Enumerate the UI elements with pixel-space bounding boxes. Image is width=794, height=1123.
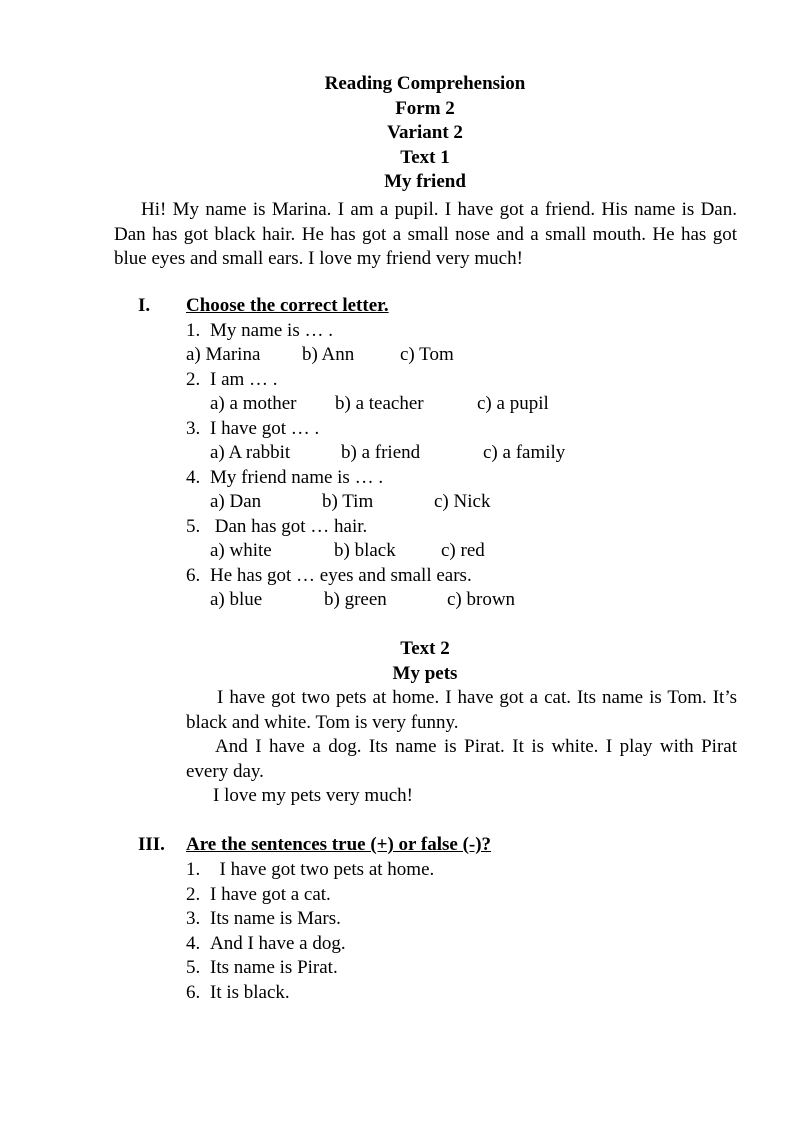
- question-3-option-c: c) a family: [483, 442, 566, 463]
- question-2-option-a: a) a mother: [210, 393, 297, 414]
- statement-number: 4.: [186, 933, 201, 954]
- question-4-option-a: a) Dan: [210, 491, 262, 512]
- question-text: My name is … .: [210, 320, 333, 341]
- question-3-option-b: b) a friend: [341, 442, 421, 463]
- text1-title: My friend: [384, 171, 466, 193]
- variant-label: Variant 2: [387, 122, 463, 144]
- question-1-option-a: a) Marina: [186, 344, 261, 365]
- question-text: Dan has got … hair.: [210, 516, 368, 537]
- section1-number: I.: [138, 295, 151, 316]
- statement-text: Its name is Mars.: [210, 908, 341, 929]
- question-2-option-b: b) a teacher: [335, 393, 424, 414]
- section1-heading: Choose the correct letter.: [186, 295, 389, 316]
- text2-title: My pets: [392, 663, 458, 684]
- section3-heading: Are the sentences true (+) or false (-)?: [186, 834, 492, 855]
- question-6-option-b: b) green: [324, 589, 387, 610]
- statement-text: I have got a cat.: [210, 884, 331, 905]
- text2-label: Text 2: [400, 638, 450, 659]
- question-number: 3.: [186, 418, 201, 439]
- question-2: [186, 368, 278, 392]
- question-3-option-a: a) A rabbit: [210, 442, 291, 463]
- question-5-option-b: b) black: [334, 540, 396, 561]
- statement-2: [186, 883, 331, 907]
- title-block: [0, 72, 794, 195]
- question-1: [186, 319, 333, 343]
- question-text: My friend name is … .: [210, 467, 384, 488]
- question-6-option-c: c) brown: [447, 589, 516, 610]
- statement-text: And I have a dog.: [210, 933, 346, 954]
- question-number: 5.: [186, 516, 201, 537]
- statement-3: [186, 907, 341, 931]
- question-1-option-b: b) Ann: [302, 344, 355, 365]
- question-4: [186, 466, 383, 490]
- question-number: 2.: [186, 369, 201, 390]
- question-number: 4.: [186, 467, 201, 488]
- statement-5: [186, 956, 338, 980]
- question-3: [186, 417, 319, 441]
- question-5: [186, 515, 367, 539]
- question-2-option-c: c) a pupil: [477, 393, 549, 414]
- form-label: Form 2: [395, 97, 455, 119]
- question-1-option-c: c) Tom: [400, 344, 454, 365]
- statement-number: 6.: [186, 982, 201, 1003]
- statement-text: It is black.: [210, 982, 290, 1003]
- question-text: I have got … .: [210, 418, 320, 439]
- text1-label: Text 1: [400, 146, 450, 168]
- statement-number: 3.: [186, 908, 201, 929]
- section3-number: III.: [138, 834, 165, 855]
- question-4-option-c: c) Nick: [434, 491, 491, 512]
- question-number: 6.: [186, 565, 201, 586]
- statement-text: Its name is Pirat.: [210, 957, 338, 978]
- question-number: 1.: [186, 320, 201, 341]
- question-5-option-c: c) red: [441, 540, 485, 561]
- statement-number: 1.: [186, 859, 201, 880]
- question-text: I am … .: [210, 369, 278, 390]
- text2-paragraph-3: I love my pets very much!: [213, 785, 413, 806]
- question-5-option-a: a) white: [210, 540, 272, 561]
- statement-6: [186, 981, 290, 1005]
- statement-1: [186, 858, 434, 882]
- page-title: Reading Comprehension: [324, 73, 526, 94]
- question-4-option-b: b) Tim: [322, 491, 374, 512]
- statement-number: 2.: [186, 884, 201, 905]
- text1-paragraph: Hi! My name is Marina. I am a pupil. I have got a friend. His name is Dan. Dan has got black hair. He has got a small nose and a small mouth. He has got blue eyes and small ears. I love my friend very much!: [114, 199, 737, 269]
- statement-text: I have got two pets at home.: [210, 859, 435, 880]
- question-6-option-a: a) blue: [210, 589, 263, 610]
- text2-paragraph-2: And I have a dog. Its name is Pirat. It is white. I play with Pirat every day.: [186, 736, 737, 782]
- question-text: He has got … eyes and small ears.: [210, 565, 472, 586]
- statement-number: 5.: [186, 957, 201, 978]
- question-6: [186, 564, 472, 588]
- text2-paragraph-1: I have got two pets at home. I have got a cat. Its name is Tom. It’s black and white. Tom is very funny.: [186, 687, 737, 733]
- statement-4: [186, 932, 346, 956]
